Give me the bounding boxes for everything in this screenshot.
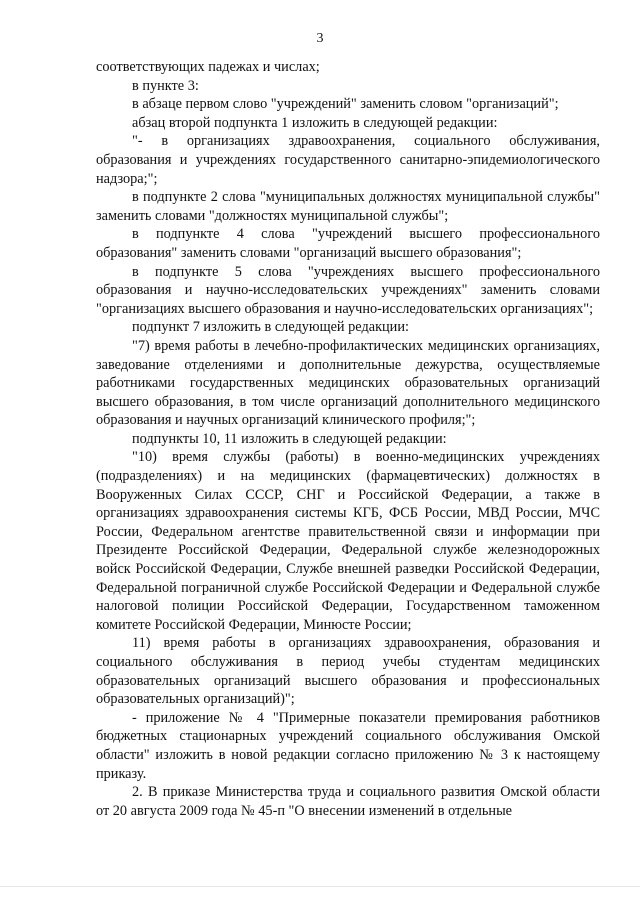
paragraph: в абзаце первом слово "учреждений" заменить словом "организаций"; (132, 96, 559, 113)
page-edge (0, 886, 640, 887)
paragraph: "10) время службы (работы) в военно-медицинских учреждениях (подразделениях) и на медицинских (фармацевтических) должностях в Вооруженных Силах СССР, СНГ и Российской Федерации, а также в организациях здравоохранения системы КГБ, ФСБ России, МВД России, МЧС России, Федеральном агентстве правительственной связи и информации при Президенте Российской Федерации, Федеральной службе железнодорожных войск Российской Федерации, Службе внешней разведки Российской Федерации, Федеральной пограничной службе Российской Федерации и Федеральной службе налоговой полиции Российской Федерации, Государственном таможенном комитете Российской Федерации, Минюсте России; (96, 449, 600, 633)
paragraph: абзац второй подпункта 1 изложить в следующей редакции: (132, 114, 498, 131)
paragraph: соответствующих падежах и числах; (96, 59, 320, 75)
paragraph: "7) время работы в лечебно-профилактических медицинских организациях, заведование отделениями и дополнительные дежурства, осуществляемые работниками государственных медицинских образовательных организаций высшего образования, в том числе организаций дополнительного медицинского образования и научных организаций клинического профиля;"; (96, 337, 600, 429)
paragraph: в подпункте 5 слова "учреждениях высшего профессионального образования и научно-исследовательских учреждениях" заменить словами "организациях высшего образования и научно-исследовательских организациях"; (96, 263, 600, 317)
paragraph: в пункте 3: (132, 77, 199, 94)
paragraph: в подпункте 4 слова "учреждений высшего профессионального образования" заменить словами "организаций высшего образования"; (96, 226, 600, 261)
paragraph: 2. В приказе Министерства труда и социального развития Омской области от 20 августа 2009 года № 45-п "О внесении изменений в отдельные (96, 784, 600, 819)
paragraph: подпункты 10, 11 изложить в следующей редакции: (132, 430, 447, 447)
paragraph: 11) время работы в организациях здравоохранения, образования и социального обслуживания в период учебы студентам медицинских образовательных организаций высшего образования и профессиональных образовательных организаций)"; (96, 635, 600, 708)
paragraph: "- в организациях здравоохранения, социального обслуживания, образования и учреждениях государственного санитарно-эпидемиологического надзора;"; (96, 133, 600, 187)
paragraph: - приложение № 4 "Примерные показатели премирования работников бюджетных стационарных учреждений социального обслуживания Омской области" изложить в новой редакции согласно приложению № 3 к настоящему приказу. (96, 709, 600, 782)
page-number: 3 (316, 31, 324, 46)
document-body (96, 58, 600, 820)
paragraph: подпункт 7 изложить в следующей редакции: (132, 319, 409, 336)
paragraph: в подпункте 2 слова "муниципальных должностях муниципальной службы" заменить словами "должностях муниципальной службы"; (96, 189, 600, 224)
